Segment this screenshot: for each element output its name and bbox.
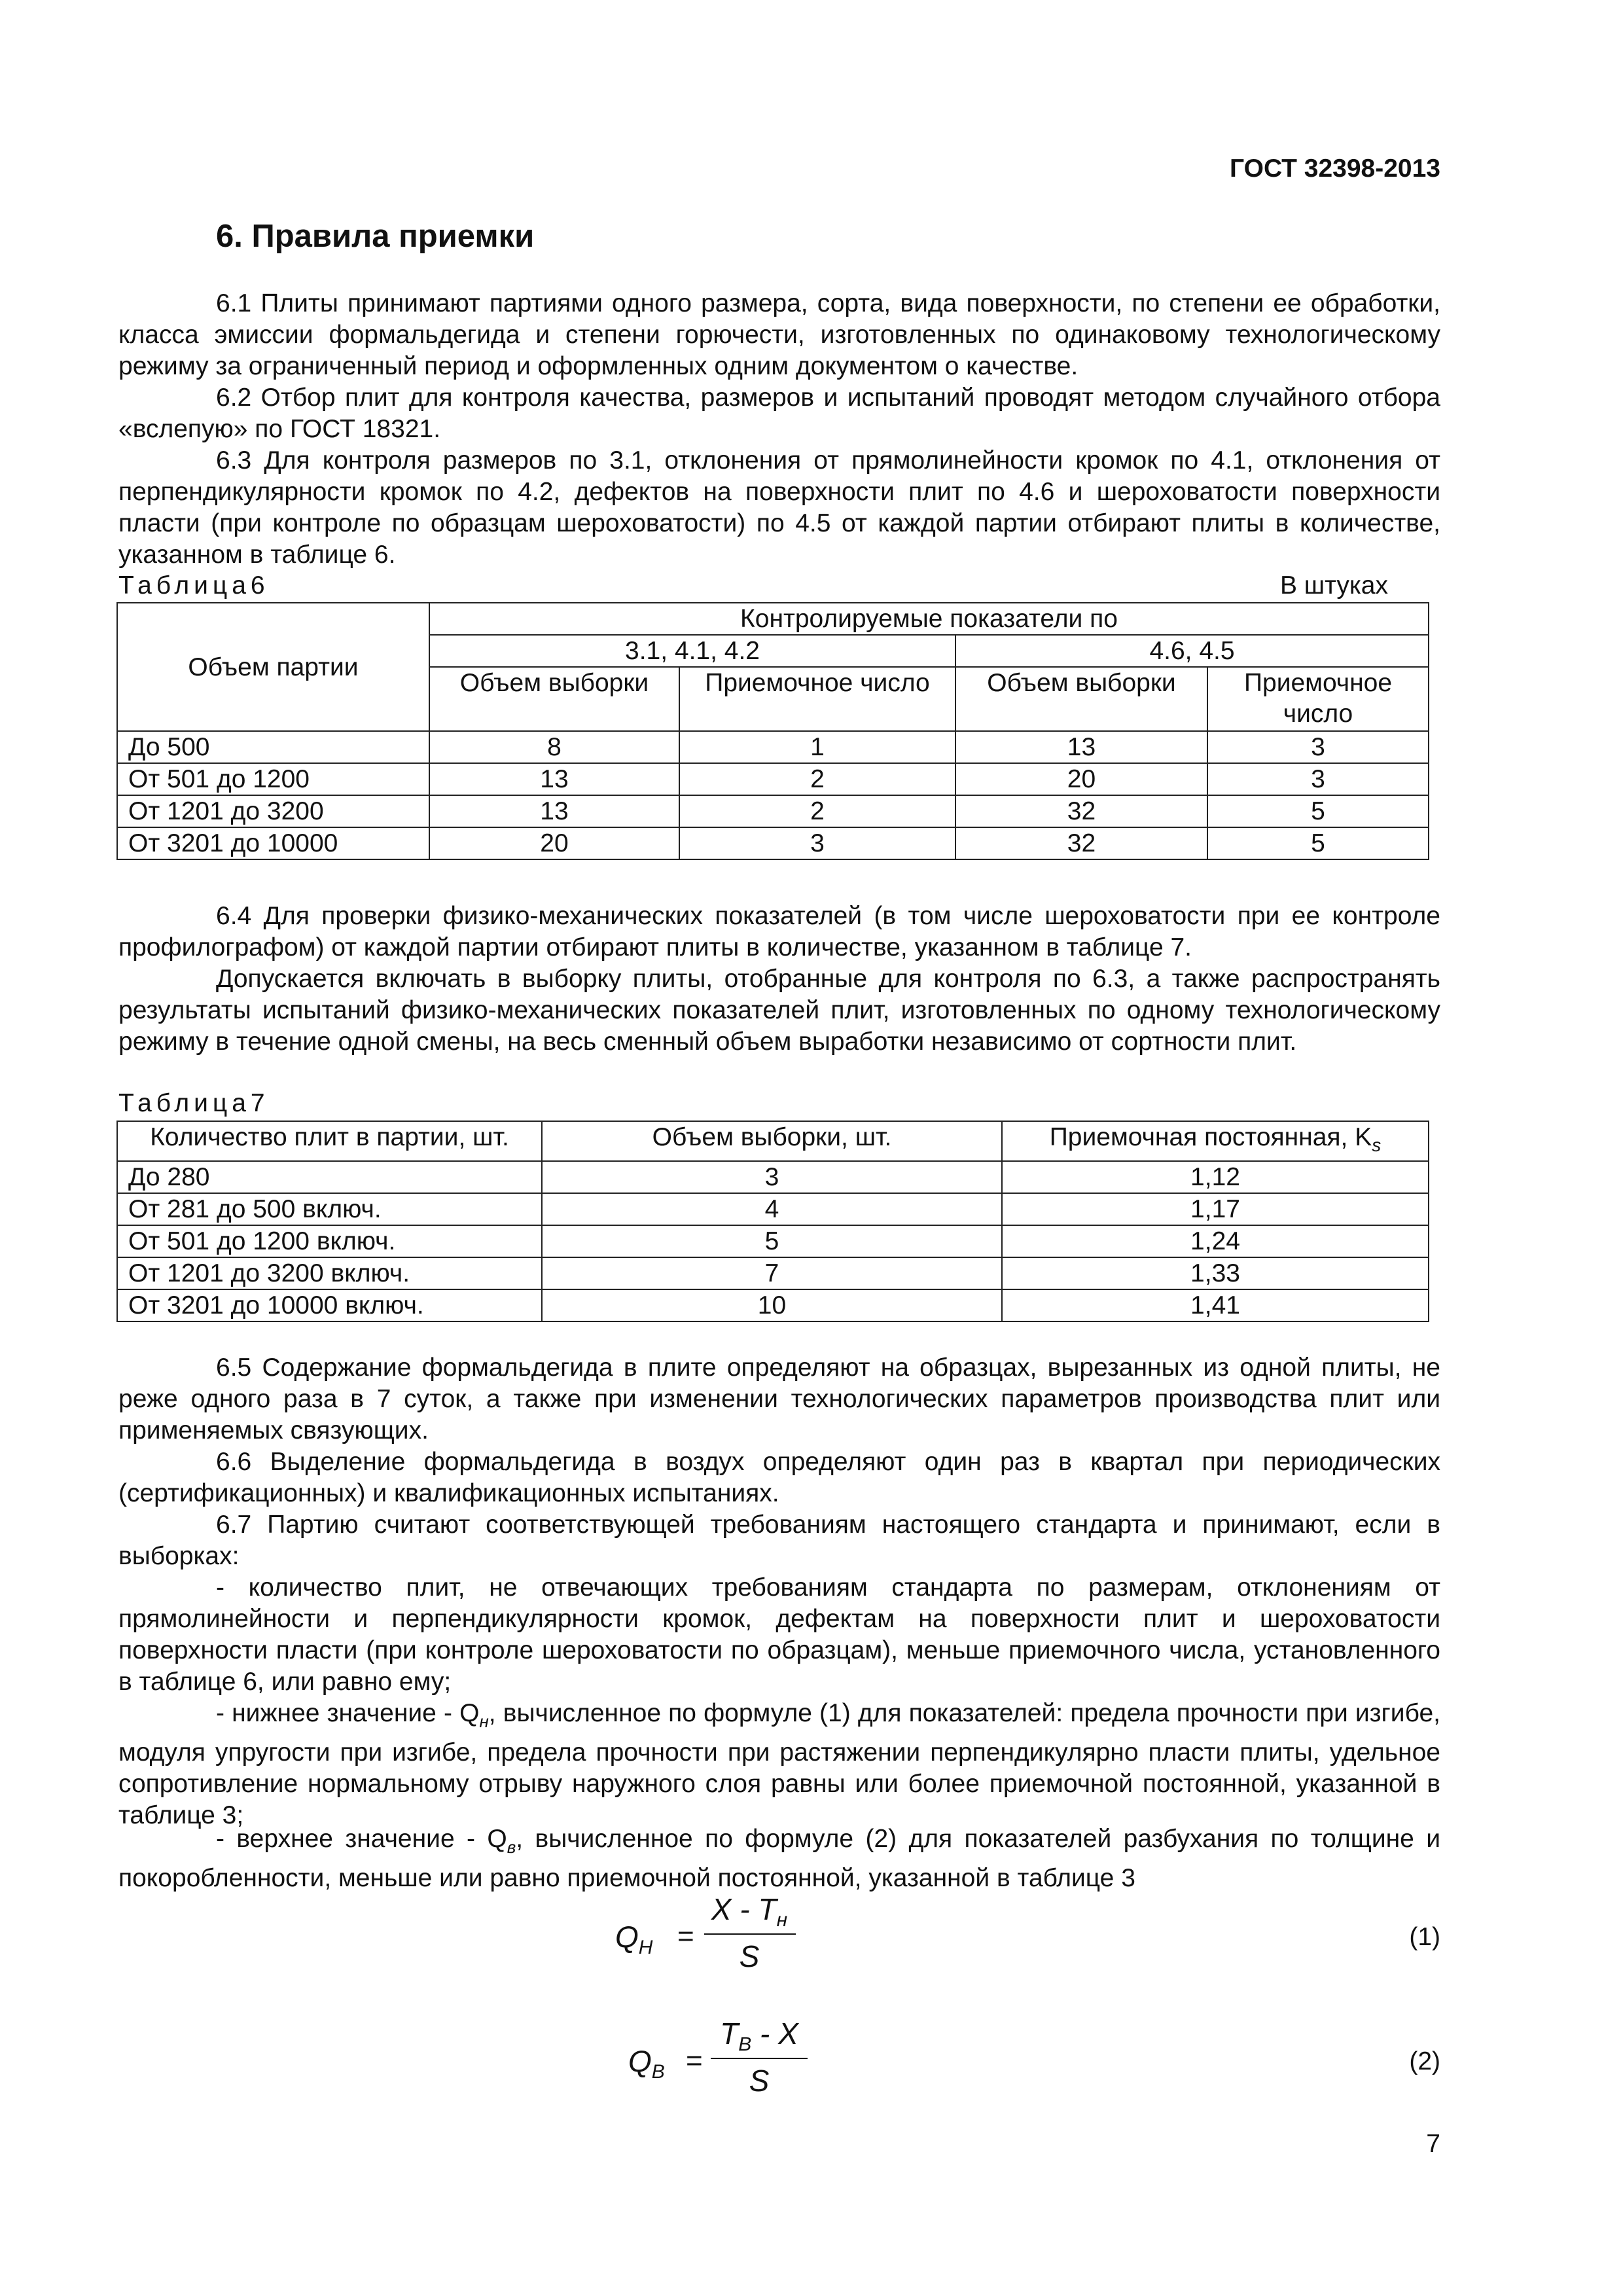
table6-header-sample2: Объем выборки <box>955 667 1207 731</box>
cell-count: От 1201 до 3200 включ. <box>117 1257 542 1289</box>
cell-sample1: 13 <box>429 763 679 795</box>
bullet-count: - количество плит, не отвечающих требованиям стандарта по размерам, отклонениям от прямолинейности и перпендикулярности кромок, дефектам на поверхности плит и шероховатости поверхности пласти (при контроле шероховатости по образцам), меньше приемочного числа, установленного в таблице 6, или равно ему; <box>118 1573 1440 1696</box>
table-row <box>117 763 1429 795</box>
table6-header-accept2: Приемочное число <box>1207 667 1429 731</box>
cell-sample2: 32 <box>955 795 1207 827</box>
formula1-equals: = <box>677 1920 694 1952</box>
table-7 <box>116 1121 1429 1322</box>
cell-const: 1,12 <box>1002 1161 1429 1193</box>
formula2-denominator: S <box>749 2064 770 2098</box>
paragraph-6-6: 6.6 Выделение формальдегида в воздух определяют один раз в квартал при периодических (сертификационных) и квалификационных испытаниях. <box>118 1448 1440 1507</box>
table-6 <box>116 602 1429 860</box>
paragraph-6-2: 6.2 Отбор плит для контроля качества, размеров и испытаний проводят методом случайного отбора «вслепую» по ГОСТ 18321. <box>118 384 1440 443</box>
paragraph-6-4: 6.4 Для проверки физико-механических показателей (в том числе шероховатости при ее контроле профилографом) от каждой партии отбирают плиты в количестве, указанном в таблице 7. <box>118 902 1440 961</box>
cell-count: До 280 <box>117 1161 542 1193</box>
cell-const: 1,17 <box>1002 1193 1429 1225</box>
paragraph-6-1: 6.1 Плиты принимают партиями одного размера, сорта, вида поверхности, по степени ее обработки, класса эмиссии формальдегида и степени горючести, изготовленных по одинаковому технологическому режиму за ограниченный период и оформленных одним документом о качестве. <box>118 289 1440 380</box>
table6-header-sample1: Объем выборки <box>429 667 679 731</box>
cell-sample: 7 <box>542 1257 1002 1289</box>
table6-header-controlled: Контролируемые показатели по <box>429 603 1429 635</box>
table-row <box>117 795 1429 827</box>
cell-const: 1,41 <box>1002 1289 1429 1321</box>
paragraph-6-4-allowance: Допускается включать в выборку плиты, отобранные для контроля по 6.3, а также распространять результаты испытаний физико-механических показателей плит, изготовленных по одному технологическому режиму в течение одной смены, на весь сменный объем выработки независимо от сортности плит. <box>118 965 1440 1056</box>
paragraph-6-5: 6.5 Содержание формальдегида в плите определяют на образцах, вырезанных из одной плиты, не реже одного раза в 7 суток, а также при изменении технологических параметров производства плит или применяемых связующих. <box>118 1354 1440 1444</box>
table7-header-count: Количество плит в партии, шт. <box>117 1121 542 1161</box>
formula1-numerator: X - $T_н$ <box>711 1892 788 1931</box>
page-number: 7 <box>1426 2130 1440 2158</box>
table-row <box>117 1257 1429 1289</box>
cell-count: От 501 до 1200 включ. <box>117 1225 542 1257</box>
bullet-lower-value: - нижнее значение - $Q_н$, вычисленное по формуле (1) для показателей: предела прочности при изгибе, модуля упругости при изгибе, предела прочности при растяжении перпендикулярно пласти плиты, удельное сопротивление нормальному отрыву наружного слоя равны или более приемочной постоянной, указанной в таблице 3; <box>118 1699 1440 1829</box>
table6-caption: Таблица6 <box>118 571 270 600</box>
cell-sample2: 32 <box>955 827 1207 859</box>
cell-party: До 500 <box>117 731 429 763</box>
table-row <box>117 1289 1429 1321</box>
cell-party: От 501 до 1200 <box>117 763 429 795</box>
table7-header-sample: Объем выборки, шт. <box>542 1121 1002 1161</box>
formula2-equals: = <box>686 2045 703 2077</box>
cell-count: От 281 до 500 включ. <box>117 1193 542 1225</box>
cell-accept2: 3 <box>1207 763 1429 795</box>
cell-accept1: 1 <box>679 731 955 763</box>
formula-1 <box>615 1892 825 1983</box>
table-row <box>117 827 1429 859</box>
table6-header-group1: 3.1, 4.1, 4.2 <box>429 635 955 667</box>
formula2-number: (2) <box>1409 2047 1440 2075</box>
table-row <box>117 1193 1429 1225</box>
section-title: 6. Правила приемки <box>216 219 535 254</box>
cell-accept1: 2 <box>679 763 955 795</box>
formula1-denominator: S <box>739 1939 760 1973</box>
table-row <box>117 1161 1429 1193</box>
paragraph-6-7: 6.7 Партию считают соответствующей требованиям настоящего стандарта и принимают, если в выборках: <box>118 1511 1440 1570</box>
cell-sample1: 8 <box>429 731 679 763</box>
cell-accept1: 2 <box>679 795 955 827</box>
bullet-upper-value: - верхнее значение - $Q_в$, вычисленное по формуле (2) для показателей разбухания по толщине и покоробленности, меньше или равно приемочной постоянной, указанной в таблице 3 <box>118 1825 1440 1892</box>
cell-sample: 5 <box>542 1225 1002 1257</box>
cell-const: 1,24 <box>1002 1225 1429 1257</box>
formula2-numerator: $T_В$ - X <box>720 2017 798 2056</box>
formula-2 <box>628 2016 838 2108</box>
cell-accept2: 5 <box>1207 795 1429 827</box>
table7-header-const: Приемочная постоянная, $K_s$ <box>1002 1121 1429 1161</box>
table7-caption: Таблица7 <box>118 1089 270 1117</box>
table6-header-party: Объем партии <box>117 603 429 731</box>
table-row <box>117 1225 1429 1257</box>
cell-sample: 3 <box>542 1161 1002 1193</box>
cell-accept2: 5 <box>1207 827 1429 859</box>
formula1-fraction-bar <box>704 1933 796 1935</box>
cell-party: От 1201 до 3200 <box>117 795 429 827</box>
cell-count: От 3201 до 10000 включ. <box>117 1289 542 1321</box>
cell-accept2: 3 <box>1207 731 1429 763</box>
ks-subscript: s <box>1372 1134 1382 1155</box>
cell-accept1: 3 <box>679 827 955 859</box>
table6-header-group2: 4.6, 4.5 <box>955 635 1429 667</box>
formula1-number: (1) <box>1409 1923 1440 1951</box>
formula1-lhs: $Q_Н$ <box>615 1920 653 1959</box>
cell-sample1: 13 <box>429 795 679 827</box>
table-row <box>117 731 1429 763</box>
cell-sample2: 13 <box>955 731 1207 763</box>
cell-sample: 4 <box>542 1193 1002 1225</box>
cell-party: От 3201 до 10000 <box>117 827 429 859</box>
document-code: ГОСТ 32398-2013 <box>1230 154 1440 183</box>
paragraph-6-3: 6.3 Для контроля размеров по 3.1, отклонения от прямолинейности кромок по 4.1, отклонения от перпендикулярности кромок по 4.2, дефектов на поверхности плит по 4.6 и шероховатости поверхности пласти (при контроле по образцам шероховатости) по 4.5 от каждой партии отбирают плиты в количестве, указанном в таблице 6. <box>118 446 1440 569</box>
formula2-lhs: $Q_В$ <box>628 2044 665 2083</box>
cell-sample2: 20 <box>955 763 1207 795</box>
formula2-fraction-bar <box>711 2058 808 2059</box>
cell-sample: 10 <box>542 1289 1002 1321</box>
cell-const: 1,33 <box>1002 1257 1429 1289</box>
cell-sample1: 20 <box>429 827 679 859</box>
table6-header-accept1: Приемочное число <box>679 667 955 731</box>
table6-unit: В штуках <box>1279 571 1388 600</box>
